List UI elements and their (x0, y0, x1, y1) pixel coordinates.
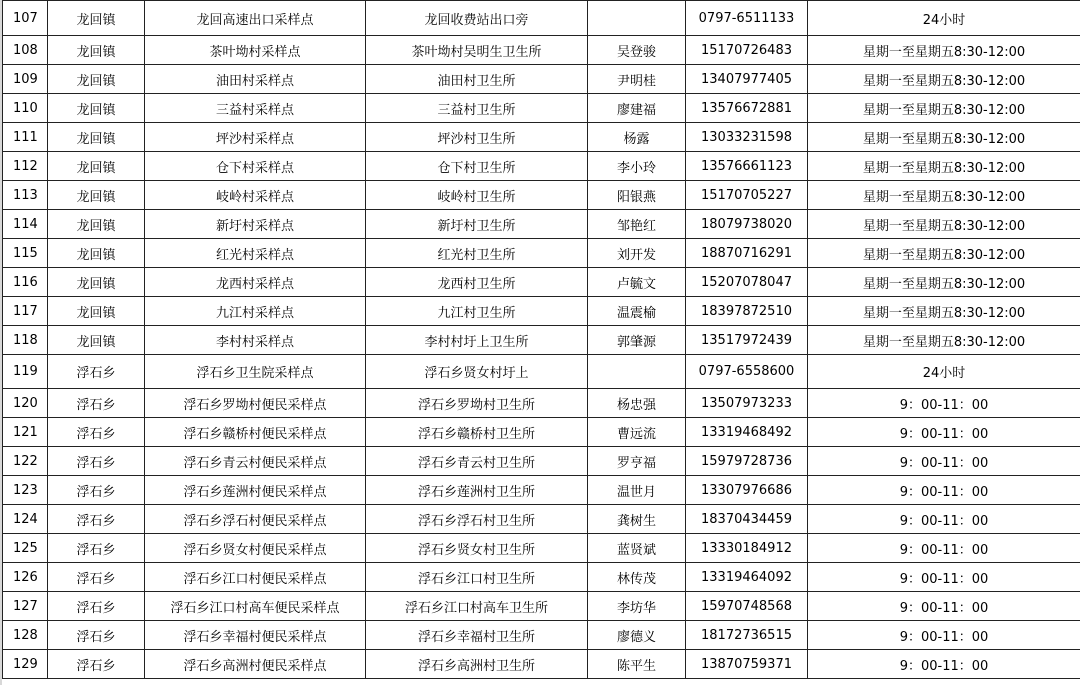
row-number-cell[interactable]: 109 (3, 65, 48, 94)
contact-person-cell[interactable]: 卢毓文 (588, 268, 686, 297)
sampling-site-table (2, 0, 1080, 679)
location-cell[interactable]: 龙回收费站出口旁 (366, 1, 588, 36)
contact-person-cell[interactable] (588, 1, 686, 36)
row-number-cell[interactable]: 124 (3, 505, 48, 534)
town-cell[interactable]: 龙回镇 (48, 123, 145, 152)
location-cell[interactable]: 浮石乡浮石村卫生所 (366, 505, 588, 534)
table-row (3, 152, 1080, 181)
row-number-cell[interactable]: 110 (3, 94, 48, 123)
town-cell[interactable]: 龙回镇 (48, 239, 145, 268)
town-cell[interactable]: 龙回镇 (48, 65, 145, 94)
phone-cell[interactable]: 15207078047 (686, 268, 808, 297)
town-cell[interactable]: 浮石乡 (48, 592, 145, 621)
contact-person-cell[interactable]: 刘开发 (588, 239, 686, 268)
contact-person-cell[interactable]: 李小玲 (588, 152, 686, 181)
site-name-cell[interactable]: 浮石乡高洲村便民采样点 (145, 650, 366, 679)
table-row (3, 36, 1080, 65)
site-name-cell[interactable]: 浮石乡幸福村便民采样点 (145, 621, 366, 650)
hours-cell[interactable]: 9：00-11：00 (808, 418, 1080, 447)
site-name-cell[interactable]: 茶叶坳村采样点 (145, 36, 366, 65)
town-cell[interactable]: 龙回镇 (48, 181, 145, 210)
site-name-cell[interactable]: 浮石乡江口村便民采样点 (145, 563, 366, 592)
table-row (3, 355, 1080, 389)
table-row (3, 94, 1080, 123)
town-cell[interactable]: 浮石乡 (48, 476, 145, 505)
site-name-cell[interactable]: 浮石乡卫生院采样点 (145, 355, 366, 389)
hours-cell[interactable]: 星期一至星期五8:30-12:00 (808, 210, 1080, 239)
phone-cell[interactable]: 13517972439 (686, 326, 808, 355)
location-cell[interactable]: 浮石乡青云村卫生所 (366, 447, 588, 476)
hours-cell[interactable]: 9：00-11：00 (808, 621, 1080, 650)
table-row (3, 592, 1080, 621)
site-name-cell[interactable]: 龙回高速出口采样点 (145, 1, 366, 36)
table-row (3, 534, 1080, 563)
phone-cell[interactable]: 15170726483 (686, 36, 808, 65)
location-cell[interactable]: 茶叶坳村吴明生卫生所 (366, 36, 588, 65)
table-row (3, 268, 1080, 297)
location-cell[interactable]: 浮石乡罗坳村卫生所 (366, 389, 588, 418)
contact-person-cell[interactable]: 温世月 (588, 476, 686, 505)
contact-person-cell[interactable]: 蓝贤斌 (588, 534, 686, 563)
phone-cell[interactable]: 13330184912 (686, 534, 808, 563)
phone-cell[interactable]: 0797-6558600 (686, 355, 808, 389)
phone-cell[interactable]: 15979728736 (686, 447, 808, 476)
contact-person-cell[interactable]: 吴登骏 (588, 36, 686, 65)
site-name-cell[interactable]: 三益村采样点 (145, 94, 366, 123)
table-row (3, 418, 1080, 447)
contact-person-cell[interactable] (588, 355, 686, 389)
location-cell[interactable]: 坪沙村卫生所 (366, 123, 588, 152)
contact-person-cell[interactable]: 温震榆 (588, 297, 686, 326)
contact-person-cell[interactable]: 阳银燕 (588, 181, 686, 210)
phone-cell[interactable]: 13870759371 (686, 650, 808, 679)
location-cell[interactable]: 九江村卫生所 (366, 297, 588, 326)
phone-cell[interactable]: 13407977405 (686, 65, 808, 94)
hours-cell[interactable]: 9：00-11：00 (808, 534, 1080, 563)
spreadsheet (2, 0, 1080, 679)
location-cell[interactable]: 岐岭村卫生所 (366, 181, 588, 210)
phone-cell[interactable]: 15970748568 (686, 592, 808, 621)
table-row (3, 1, 1080, 36)
site-name-cell[interactable]: 浮石乡赣桥村便民采样点 (145, 418, 366, 447)
row-number-cell[interactable]: 117 (3, 297, 48, 326)
location-cell[interactable]: 龙西村卫生所 (366, 268, 588, 297)
table-row (3, 123, 1080, 152)
table-row (3, 210, 1080, 239)
town-cell[interactable]: 龙回镇 (48, 297, 145, 326)
row-number-cell[interactable]: 108 (3, 36, 48, 65)
hours-cell[interactable]: 24小时 (808, 1, 1080, 36)
location-cell[interactable]: 红光村卫生所 (366, 239, 588, 268)
town-cell[interactable]: 龙回镇 (48, 326, 145, 355)
location-cell[interactable]: 浮石乡江口村高车卫生所 (366, 592, 588, 621)
hours-cell[interactable]: 星期一至星期五8:30-12:00 (808, 326, 1080, 355)
site-name-cell[interactable]: 油田村采样点 (145, 65, 366, 94)
table-row (3, 65, 1080, 94)
hours-cell[interactable]: 9：00-11：00 (808, 650, 1080, 679)
contact-person-cell[interactable]: 陈平生 (588, 650, 686, 679)
town-cell[interactable]: 浮石乡 (48, 505, 145, 534)
row-number-cell[interactable]: 111 (3, 123, 48, 152)
row-number-cell[interactable]: 123 (3, 476, 48, 505)
location-cell[interactable]: 浮石乡幸福村卫生所 (366, 621, 588, 650)
hours-cell[interactable]: 星期一至星期五8:30-12:00 (808, 123, 1080, 152)
table-row (3, 297, 1080, 326)
table-row (3, 326, 1080, 355)
phone-cell[interactable]: 18370434459 (686, 505, 808, 534)
site-name-cell[interactable]: 九江村采样点 (145, 297, 366, 326)
phone-cell[interactable]: 13319468492 (686, 418, 808, 447)
town-cell[interactable]: 龙回镇 (48, 268, 145, 297)
table-row (3, 563, 1080, 592)
hours-cell[interactable]: 星期一至星期五8:30-12:00 (808, 94, 1080, 123)
hours-cell[interactable]: 9：00-11：00 (808, 505, 1080, 534)
contact-person-cell[interactable]: 林传茂 (588, 563, 686, 592)
table-row (3, 621, 1080, 650)
hours-cell[interactable]: 星期一至星期五8:30-12:00 (808, 239, 1080, 268)
site-name-cell[interactable]: 浮石乡莲洲村便民采样点 (145, 476, 366, 505)
table-row (3, 447, 1080, 476)
row-number-cell[interactable]: 112 (3, 152, 48, 181)
location-cell[interactable]: 三益村卫生所 (366, 94, 588, 123)
contact-person-cell[interactable]: 尹明桂 (588, 65, 686, 94)
hours-cell[interactable]: 星期一至星期五8:30-12:00 (808, 181, 1080, 210)
hours-cell[interactable]: 星期一至星期五8:30-12:00 (808, 152, 1080, 181)
town-cell[interactable]: 浮石乡 (48, 355, 145, 389)
site-name-cell[interactable]: 浮石乡贤女村便民采样点 (145, 534, 366, 563)
site-name-cell[interactable]: 浮石乡江口村高车便民采样点 (145, 592, 366, 621)
row-number-cell[interactable]: 121 (3, 418, 48, 447)
row-number-cell[interactable]: 113 (3, 181, 48, 210)
location-cell[interactable]: 浮石乡莲洲村卫生所 (366, 476, 588, 505)
site-name-cell[interactable]: 浮石乡浮石村便民采样点 (145, 505, 366, 534)
hours-cell[interactable]: 星期一至星期五8:30-12:00 (808, 268, 1080, 297)
town-cell[interactable]: 浮石乡 (48, 418, 145, 447)
phone-cell[interactable]: 13319464092 (686, 563, 808, 592)
contact-person-cell[interactable]: 龚树生 (588, 505, 686, 534)
hours-cell[interactable]: 24小时 (808, 355, 1080, 389)
contact-person-cell[interactable]: 邹艳红 (588, 210, 686, 239)
town-cell[interactable]: 浮石乡 (48, 447, 145, 476)
contact-person-cell[interactable]: 廖德义 (588, 621, 686, 650)
town-cell[interactable]: 龙回镇 (48, 36, 145, 65)
location-cell[interactable]: 新圩村卫生所 (366, 210, 588, 239)
row-number-cell[interactable]: 107 (3, 1, 48, 36)
table-body (3, 1, 1080, 679)
town-cell[interactable]: 浮石乡 (48, 621, 145, 650)
phone-cell[interactable]: 0797-6511133 (686, 1, 808, 36)
table-row (3, 476, 1080, 505)
contact-person-cell[interactable]: 杨露 (588, 123, 686, 152)
site-name-cell[interactable]: 坪沙村采样点 (145, 123, 366, 152)
hours-cell[interactable]: 9：00-11：00 (808, 389, 1080, 418)
phone-cell[interactable]: 13576672881 (686, 94, 808, 123)
row-number-cell[interactable]: 115 (3, 239, 48, 268)
location-cell[interactable]: 李村村圩上卫生所 (366, 326, 588, 355)
row-number-cell[interactable]: 119 (3, 355, 48, 389)
row-number-cell[interactable]: 116 (3, 268, 48, 297)
hours-cell[interactable]: 星期一至星期五8:30-12:00 (808, 65, 1080, 94)
row-number-cell[interactable]: 125 (3, 534, 48, 563)
town-cell[interactable]: 龙回镇 (48, 210, 145, 239)
contact-person-cell[interactable]: 曹远流 (588, 418, 686, 447)
table-row (3, 389, 1080, 418)
row-number-cell[interactable]: 122 (3, 447, 48, 476)
site-name-cell[interactable]: 红光村采样点 (145, 239, 366, 268)
table-row (3, 505, 1080, 534)
phone-cell[interactable]: 18870716291 (686, 239, 808, 268)
site-name-cell[interactable]: 新圩村采样点 (145, 210, 366, 239)
contact-person-cell[interactable]: 罗亨福 (588, 447, 686, 476)
location-cell[interactable]: 油田村卫生所 (366, 65, 588, 94)
hours-cell[interactable]: 9：00-11：00 (808, 447, 1080, 476)
contact-person-cell[interactable]: 廖建福 (588, 94, 686, 123)
phone-cell[interactable]: 15170705227 (686, 181, 808, 210)
town-cell[interactable]: 浮石乡 (48, 389, 145, 418)
hours-cell[interactable]: 星期一至星期五8:30-12:00 (808, 297, 1080, 326)
hours-cell[interactable]: 9：00-11：00 (808, 563, 1080, 592)
row-number-cell[interactable]: 129 (3, 650, 48, 679)
town-cell[interactable]: 龙回镇 (48, 94, 145, 123)
table-row (3, 650, 1080, 679)
row-number-cell[interactable]: 126 (3, 563, 48, 592)
location-cell[interactable]: 浮石乡江口村卫生所 (366, 563, 588, 592)
phone-cell[interactable]: 18172736515 (686, 621, 808, 650)
row-number-cell[interactable]: 120 (3, 389, 48, 418)
location-cell[interactable]: 浮石乡高洲村卫生所 (366, 650, 588, 679)
phone-cell[interactable]: 18079738020 (686, 210, 808, 239)
contact-person-cell[interactable]: 杨忠强 (588, 389, 686, 418)
table-row (3, 181, 1080, 210)
row-number-cell[interactable]: 127 (3, 592, 48, 621)
site-name-cell[interactable]: 仓下村采样点 (145, 152, 366, 181)
phone-cell[interactable]: 13033231598 (686, 123, 808, 152)
town-cell[interactable]: 浮石乡 (48, 563, 145, 592)
site-name-cell[interactable]: 岐岭村采样点 (145, 181, 366, 210)
phone-cell[interactable]: 13507973233 (686, 389, 808, 418)
town-cell[interactable]: 浮石乡 (48, 534, 145, 563)
row-number-cell[interactable]: 118 (3, 326, 48, 355)
contact-person-cell[interactable]: 郭肇源 (588, 326, 686, 355)
phone-cell[interactable]: 18397872510 (686, 297, 808, 326)
town-cell[interactable]: 龙回镇 (48, 1, 145, 36)
town-cell[interactable]: 浮石乡 (48, 650, 145, 679)
row-number-cell[interactable]: 128 (3, 621, 48, 650)
table-row (3, 239, 1080, 268)
site-name-cell[interactable]: 龙西村采样点 (145, 268, 366, 297)
contact-person-cell[interactable]: 李坊华 (588, 592, 686, 621)
location-cell[interactable]: 浮石乡贤女村圩上 (366, 355, 588, 389)
location-cell[interactable]: 浮石乡赣桥村卫生所 (366, 418, 588, 447)
site-name-cell[interactable]: 浮石乡青云村便民采样点 (145, 447, 366, 476)
location-cell[interactable]: 仓下村卫生所 (366, 152, 588, 181)
row-number-cell[interactable]: 114 (3, 210, 48, 239)
town-cell[interactable]: 龙回镇 (48, 152, 145, 181)
hours-cell[interactable]: 9：00-11：00 (808, 476, 1080, 505)
site-name-cell[interactable]: 浮石乡罗坳村便民采样点 (145, 389, 366, 418)
phone-cell[interactable]: 13576661123 (686, 152, 808, 181)
phone-cell[interactable]: 13307976686 (686, 476, 808, 505)
hours-cell[interactable]: 9：00-11：00 (808, 592, 1080, 621)
site-name-cell[interactable]: 李村村采样点 (145, 326, 366, 355)
location-cell[interactable]: 浮石乡贤女村卫生所 (366, 534, 588, 563)
hours-cell[interactable]: 星期一至星期五8:30-12:00 (808, 36, 1080, 65)
